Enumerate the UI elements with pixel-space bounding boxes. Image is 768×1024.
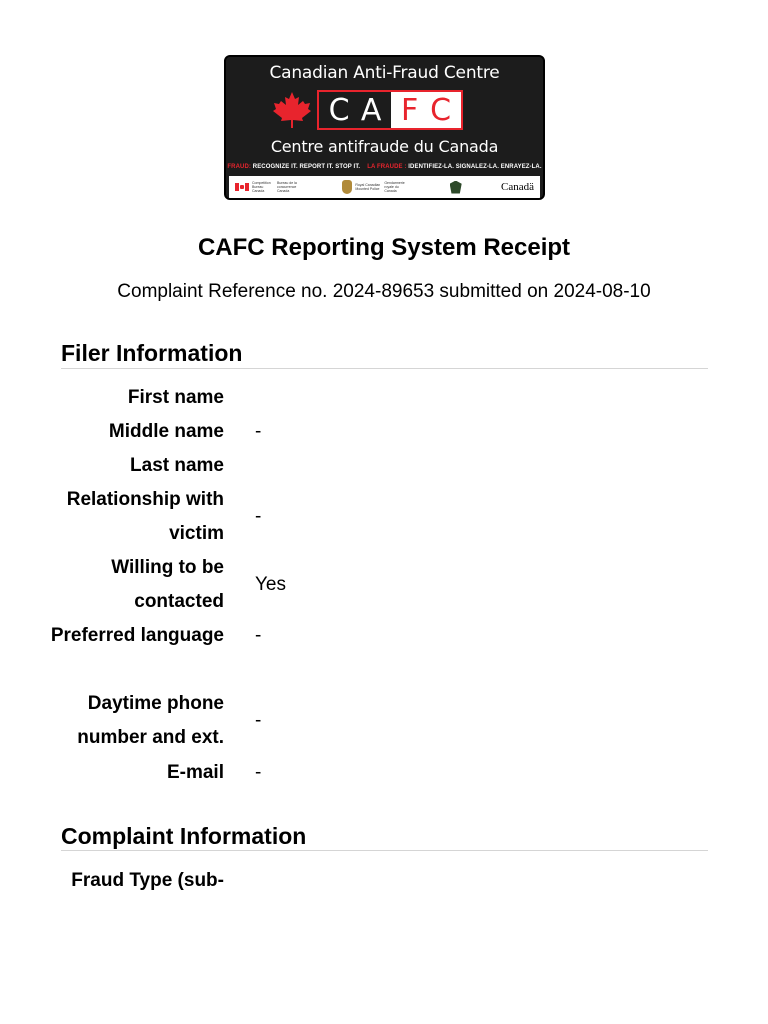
field-value: - [255,762,262,783]
field-row [40,756,720,790]
field-row [40,619,720,653]
field-label: Daytime phone number and ext. [77,693,224,748]
canada-flag-icon [235,183,249,191]
partner-opp [450,181,462,194]
field-value: - [255,506,262,527]
partner-strip [229,176,540,198]
slogan-fr-label: LA FRAUDE : [367,164,407,170]
field-row [40,449,720,483]
field-label: First name [127,387,224,408]
field-label: Willing to be contacted [111,557,224,612]
section-heading-filer: Filer Information [61,340,243,366]
logo-letter: A [360,92,382,128]
logo-letter: C [430,92,452,128]
partner-text: Bureau de la concurrence Canada [277,181,297,193]
partner-text: Royal Canadian Mounted Police [355,183,381,191]
rcmp-crest-icon [342,180,352,194]
slogan-en: RECOGNIZE IT. REPORT IT. STOP IT. [252,164,361,170]
maple-leaf-icon [272,90,312,130]
section-divider [61,850,708,851]
partner-text: Competition Bureau Canada [252,181,271,193]
logo-title-fr: Centre antifraude du Canada [270,137,499,156]
partner-competition-bureau [235,181,303,193]
cafc-logo [224,55,545,200]
partner-canada [500,181,534,193]
field-row [40,381,720,415]
section-heading-complaint: Complaint Information [61,823,307,849]
field-value: Yes [255,574,286,595]
cafc-wordmark [317,90,463,130]
field-row [40,551,720,619]
field-label: Last name [130,455,224,476]
page-title: CAFC Reporting System Receipt [197,234,571,261]
field-label: Fraud Type (sub- [71,870,224,891]
logo-slogan [226,164,543,170]
slogan-en-label: FRAUD: [227,164,251,170]
canada-wordmark: Canadä [500,181,534,193]
opp-shield-icon [450,181,462,194]
logo-letter: C [328,92,350,128]
field-label: Middle name [108,421,224,442]
partner-text: Gendarmerie royale du Canada [384,181,405,193]
field-value: - [255,421,262,442]
field-label: E-mail [166,762,224,783]
partner-rcmp [342,180,410,194]
field-row [40,687,720,755]
field-row [40,483,720,551]
field-value: - [255,710,262,731]
field-row [40,415,720,449]
field-row [40,864,720,898]
logo-title-en: Canadian Anti-Fraud Centre [269,63,500,83]
section-divider [61,368,708,369]
field-label: Relationship with victim [66,489,224,544]
field-label: Preferred language [50,625,224,646]
logo-letter: F [400,92,419,128]
slogan-fr: IDENTIFIEZ-LA. SIGNALEZ-LA. ENRAYEZ-LA. [408,164,542,170]
field-value: - [255,625,262,646]
complaint-reference: Complaint Reference no. 2024-89653 submitted on 2024-08-10 [117,281,651,302]
